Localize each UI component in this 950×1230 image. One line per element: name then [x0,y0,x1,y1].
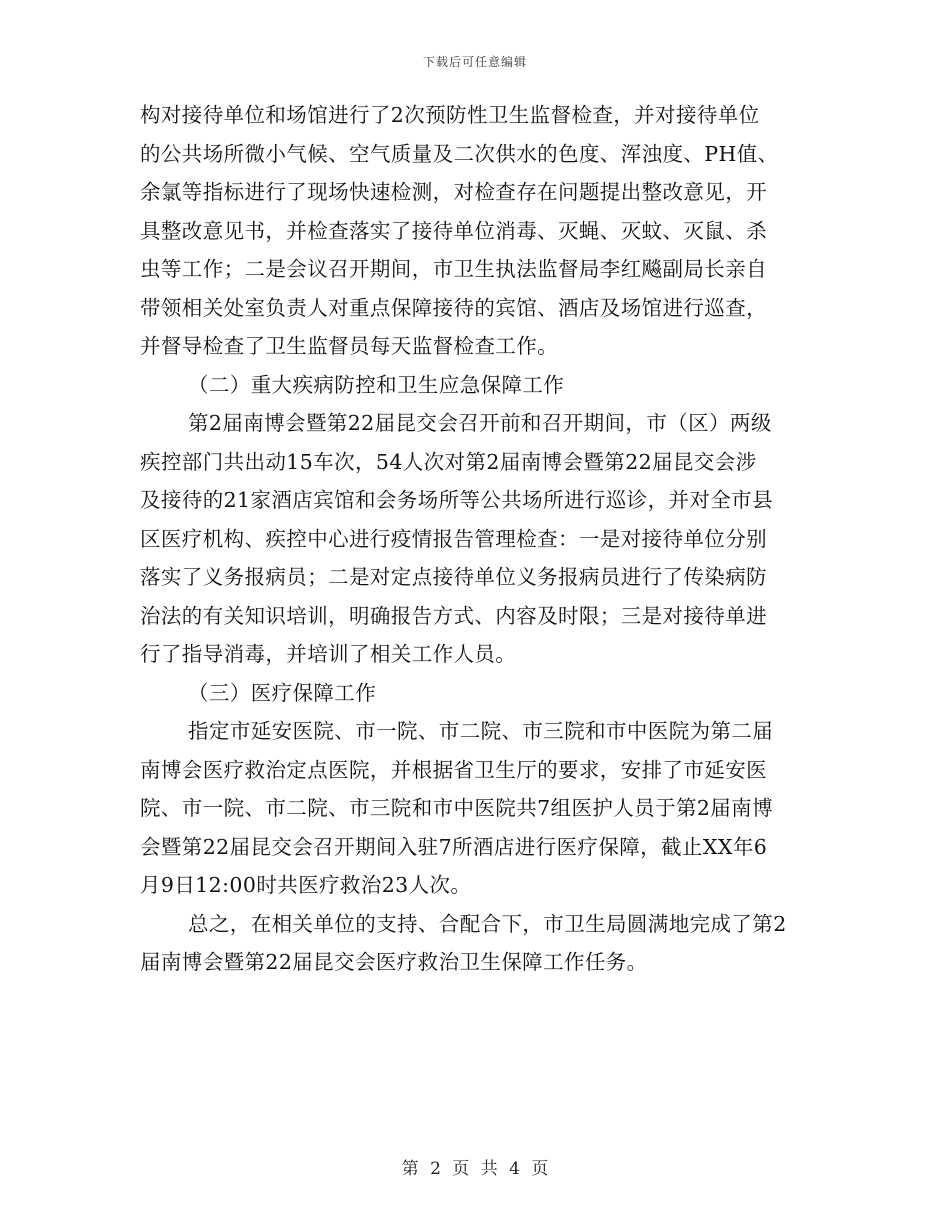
text-line: 余氯等指标进行了现场快速检测，对检查存在问题提出整改意见，开 [140,180,767,204]
text-line: 治法的有关知识培训，明确报告方式、内容及时限；三是对接待单进 [140,603,767,628]
paragraph-inspection-continued [140,96,812,366]
text-line: 指定市延安医院、市一院、市二院、市三院和市中医院为第二届 [188,719,774,743]
text-line: 届南博会暨第22届昆交会医疗救治卫生保障工作任务。 [140,950,648,974]
text-line: 南博会医疗救治定点医院，并根据省卫生厅的要求，安排了市延安医 [140,757,767,782]
text-line: 疾控部门共出动15车次，54人次对第2届南博会暨第22届昆交会涉 [140,449,757,474]
document-body [140,96,812,982]
paragraph-medical-support [140,712,812,905]
text-line: 及接待的21家酒店宾馆和会务场所等公共场所进行巡诊，并对全市县 [140,488,773,512]
text-line: 第2届南博会暨第22届昆交会召开前和召开期间，市（区）两级 [188,411,772,435]
page-header: 下载后可任意编辑 [422,55,527,69]
text-line: 行了指导消毒，并培训了相关工作人员。 [140,642,517,666]
text-line: 会暨第22届昆交会召开期间入驻7所酒店进行医疗保障，截止XX年6 [140,834,768,859]
text-line: 月9日12:00时共医疗救治23人次。 [140,873,472,897]
section-heading-medical-support [140,674,812,713]
paragraph-disease-control [140,404,812,674]
text-line: 虫等工作；二是会议召开期间，市卫生执法监督局李红飚副局长亲自 [140,257,767,281]
text-line: 落实了义务报病员；二是对定点接待单位义务报病员进行了传染病防 [140,565,767,589]
heading-line: （三）医疗保障工作 [188,680,377,705]
text-line: 构对接待单位和场馆进行了2次预防性卫生监督检查，并对接待单位 [140,103,760,127]
heading-line: （二）重大疾病防控和卫生应急保障工作 [188,372,565,397]
paragraph-conclusion [140,905,812,982]
text-line: 总之，在相关单位的支持、合配合下，市卫生局圆满地完成了第2 [188,911,787,936]
text-line: 并督导检查了卫生监督员每天监督检查工作。 [140,334,558,358]
text-line: 院、市一院、市二院、市三院和市中医院共7组医护人员于第2届南博 [140,796,773,820]
section-heading-disease-control [140,366,812,405]
page-number-footer: 第 2 页 共 4 页 [401,1159,549,1179]
text-line: 带领相关处室负责人对重点保障接待的宾馆、酒店及场馆进行巡查， [140,295,767,320]
text-line: 区医疗机构、疾控中心进行疫情报告管理检查：一是对接待单位分别 [140,526,767,551]
text-line: 具整改意见书，并检查落实了接待单位消毒、灭蝇、灭蚊、灭鼠、杀 [140,218,767,243]
text-line: 的公共场所微小气候、空气质量及二次供水的色度、浑浊度、PH值、 [140,141,779,166]
